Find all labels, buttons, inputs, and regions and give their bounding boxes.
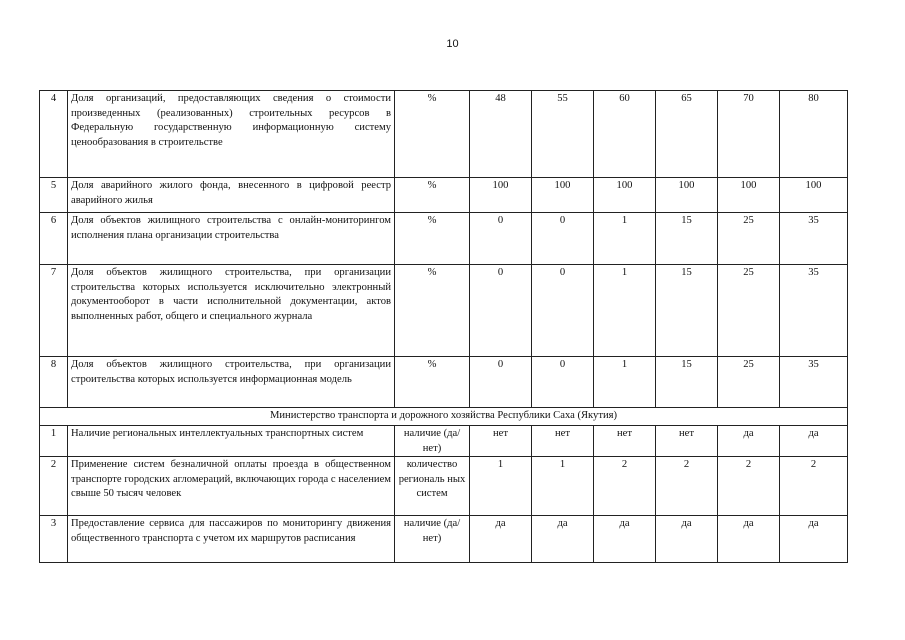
row-number: 6: [40, 213, 68, 265]
value-cell: 80: [780, 91, 848, 178]
unit-cell: %: [395, 178, 470, 213]
value-cell: да: [594, 516, 656, 563]
value-cell: 15: [656, 357, 718, 408]
value-cell: 1: [594, 357, 656, 408]
value-cell: 25: [718, 265, 780, 357]
indicators-table: [39, 90, 848, 563]
value-cell: 2: [718, 457, 780, 516]
indicator-name: Наличие региональных интеллектуальных транспортных систем: [68, 426, 395, 457]
row-number: 5: [40, 178, 68, 213]
value-cell: 100: [656, 178, 718, 213]
value-cell: 1: [470, 457, 532, 516]
value-cell: 15: [656, 213, 718, 265]
value-cell: да: [532, 516, 594, 563]
unit-cell: %: [395, 357, 470, 408]
value-cell: 48: [470, 91, 532, 178]
value-cell: да: [470, 516, 532, 563]
table-row: [40, 457, 848, 516]
row-number: 2: [40, 457, 68, 516]
value-cell: 100: [718, 178, 780, 213]
value-cell: 2: [656, 457, 718, 516]
value-cell: 35: [780, 265, 848, 357]
value-cell: нет: [594, 426, 656, 457]
value-cell: да: [718, 426, 780, 457]
indicator-name: Применение систем безналичной оплаты проезда в общественном транспорте городских агломераций, включающих города с населением свыше 50 тысяч человек: [68, 457, 395, 516]
table-row: [40, 265, 848, 357]
value-cell: нет: [470, 426, 532, 457]
table-body-top: [40, 91, 848, 408]
value-cell: 0: [532, 265, 594, 357]
value-cell: 100: [780, 178, 848, 213]
value-cell: 2: [780, 457, 848, 516]
table-body-bottom: [40, 426, 848, 563]
table-row: [40, 91, 848, 178]
indicator-name: Доля объектов жилищного строительства с онлайн-мониторингом исполнения плана организации строительства: [68, 213, 395, 265]
row-number: 7: [40, 265, 68, 357]
value-cell: 35: [780, 357, 848, 408]
value-cell: 0: [470, 213, 532, 265]
value-cell: 100: [594, 178, 656, 213]
indicator-name: Доля объектов жилищного строительства, при организации строительства которых используется информационная модель: [68, 357, 395, 408]
value-cell: 55: [532, 91, 594, 178]
value-cell: да: [656, 516, 718, 563]
value-cell: да: [718, 516, 780, 563]
value-cell: 25: [718, 213, 780, 265]
section-row: [40, 408, 848, 426]
page-number: 10: [446, 38, 459, 50]
value-cell: 70: [718, 91, 780, 178]
value-cell: 100: [470, 178, 532, 213]
table-row: [40, 516, 848, 563]
value-cell: 0: [532, 357, 594, 408]
value-cell: 25: [718, 357, 780, 408]
value-cell: да: [780, 516, 848, 563]
value-cell: 0: [532, 213, 594, 265]
indicator-name: Доля объектов жилищного строительства, при организации строительства которых используется исключительно электронный документооборот в части исполнительной документации, актов выполненных работ, общего и специального журнала: [68, 265, 395, 357]
unit-cell: наличие (да/нет): [395, 516, 470, 563]
row-number: 8: [40, 357, 68, 408]
row-number: 1: [40, 426, 68, 457]
value-cell: 0: [470, 265, 532, 357]
section-title: Министерство транспорта и дорожного хозяйства Республики Саха (Якутия): [40, 408, 848, 426]
value-cell: нет: [532, 426, 594, 457]
table-row: [40, 426, 848, 457]
value-cell: да: [780, 426, 848, 457]
indicator-name: Доля организаций, предоставляющих сведения о стоимости произведенных (реализованных) строительных ресурсов в Федеральную государственную информационную систему ценообразования в строительстве: [68, 91, 395, 178]
value-cell: 65: [656, 91, 718, 178]
unit-cell: %: [395, 213, 470, 265]
value-cell: 0: [470, 357, 532, 408]
unit-cell: %: [395, 265, 470, 357]
table-row: [40, 213, 848, 265]
value-cell: 1: [594, 265, 656, 357]
row-number: 3: [40, 516, 68, 563]
value-cell: 15: [656, 265, 718, 357]
unit-cell: %: [395, 91, 470, 178]
table-row: [40, 357, 848, 408]
indicator-name: Доля аварийного жилого фонда, внесенного в цифровой реестр аварийного жилья: [68, 178, 395, 213]
value-cell: 100: [532, 178, 594, 213]
table-row: [40, 178, 848, 213]
value-cell: нет: [656, 426, 718, 457]
table-section: [40, 408, 848, 426]
value-cell: 1: [532, 457, 594, 516]
value-cell: 1: [594, 213, 656, 265]
value-cell: 35: [780, 213, 848, 265]
unit-cell: количество региональ ных систем: [395, 457, 470, 516]
value-cell: 2: [594, 457, 656, 516]
value-cell: 60: [594, 91, 656, 178]
unit-cell: наличие (да/нет): [395, 426, 470, 457]
indicator-name: Предоставление сервиса для пассажиров по мониторингу движения общественного транспорта с учетом их маршрутов расписания: [68, 516, 395, 563]
row-number: 4: [40, 91, 68, 178]
